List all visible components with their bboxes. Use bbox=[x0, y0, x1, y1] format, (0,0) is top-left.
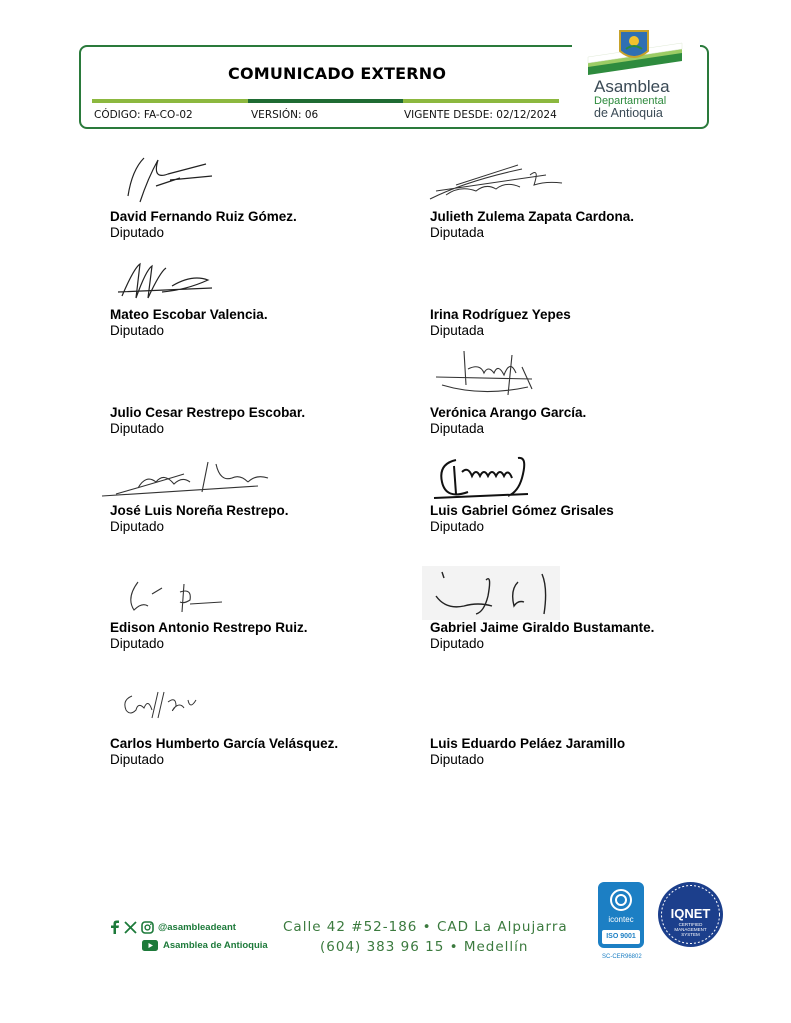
signature-image bbox=[118, 686, 202, 722]
signatory-role: Diputada bbox=[430, 421, 485, 436]
signatory-block bbox=[430, 209, 634, 241]
document-valid-from: VIGENTE DESDE: 02/12/2024 bbox=[404, 109, 557, 121]
signatory-role: Diputada bbox=[430, 323, 485, 338]
youtube-row bbox=[142, 940, 268, 951]
icontec-badge bbox=[598, 882, 644, 948]
facebook-icon[interactable] bbox=[110, 920, 120, 934]
logo-text-departamental: Departamental bbox=[594, 95, 667, 107]
signatory-role: Diputada bbox=[430, 225, 485, 240]
signatory-block bbox=[430, 405, 586, 437]
signature-image bbox=[426, 155, 576, 210]
signature-image bbox=[432, 345, 542, 403]
signatory-name: Mateo Escobar Valencia. bbox=[110, 307, 268, 322]
iqnet-badge bbox=[658, 882, 723, 947]
icontec-logo-icon bbox=[600, 886, 642, 914]
signatory-name: José Luis Noreña Restrepo. bbox=[110, 503, 289, 518]
signatory-role: Diputado bbox=[430, 636, 485, 651]
document-code: CÓDIGO: FA-CO-02 bbox=[94, 109, 193, 121]
icontec-brand: icontec bbox=[608, 915, 634, 924]
signatory-name: David Fernando Ruiz Gómez. bbox=[110, 209, 297, 224]
signature-image bbox=[112, 258, 222, 306]
header-bar-segment bbox=[403, 99, 559, 103]
signatory-role: Diputado bbox=[110, 323, 165, 338]
signatory-name: Gabriel Jaime Giraldo Bustamante. bbox=[430, 620, 655, 635]
signatory-name: Julio Cesar Restrepo Escobar. bbox=[110, 405, 306, 420]
iqnet-subtitle: CERTIFIED MANAGEMENT SYSTEM bbox=[674, 922, 707, 937]
logo-text-antioquia: de Antioquia bbox=[594, 106, 663, 120]
signatory-role: Diputado bbox=[110, 519, 165, 534]
signatory-role: Diputado bbox=[110, 421, 165, 436]
signatory-role: Diputado bbox=[110, 752, 165, 767]
logo-text-asamblea: Asamblea bbox=[594, 77, 670, 96]
icontec-code: SC-CER96802 bbox=[602, 954, 642, 960]
signature-image bbox=[428, 452, 540, 504]
signatory-block bbox=[110, 209, 297, 241]
footer-phone-city: (604) 383 96 15 • Medellín bbox=[320, 939, 529, 955]
youtube-channel[interactable]: Asamblea de Antioquia bbox=[163, 940, 268, 951]
header-bar-segment bbox=[92, 99, 248, 103]
signatory-name: Luis Eduardo Peláez Jaramillo bbox=[430, 736, 626, 751]
signatory-name: Luis Gabriel Gómez Grisales bbox=[430, 503, 614, 518]
signatory-block bbox=[110, 307, 268, 339]
signatory-role: Diputado bbox=[110, 225, 165, 240]
signature-image bbox=[110, 150, 220, 210]
social-handle[interactable]: @asambleadeant bbox=[158, 921, 236, 933]
iqnet-brand: IQNET bbox=[670, 906, 711, 921]
signature-image bbox=[422, 566, 560, 620]
instagram-icon[interactable] bbox=[141, 921, 154, 934]
signature-image bbox=[118, 572, 230, 618]
icontec-standard: ISO 9001 bbox=[602, 930, 640, 944]
signatory-block bbox=[110, 405, 305, 437]
signatory-name: Verónica Arango García. bbox=[430, 405, 587, 420]
signatory-role: Diputado bbox=[430, 519, 485, 534]
signatory-block bbox=[110, 736, 338, 768]
signatory-block bbox=[430, 620, 654, 652]
signatory-role: Diputado bbox=[430, 752, 485, 767]
signatory-name: Julieth Zulema Zapata Cardona. bbox=[430, 209, 635, 224]
signatory-name: Irina Rodríguez Yepes bbox=[430, 307, 571, 322]
signatory-name: Carlos Humberto García Velásquez. bbox=[110, 736, 339, 751]
signature-image bbox=[98, 452, 278, 500]
signatory-block bbox=[430, 307, 571, 339]
header-bar-segment bbox=[248, 99, 403, 103]
signatory-name: Edison Antonio Restrepo Ruiz. bbox=[110, 620, 308, 635]
footer-address: Calle 42 #52-186 • CAD La Alpujarra bbox=[283, 919, 568, 935]
document-title: COMUNICADO EXTERNO bbox=[228, 64, 447, 83]
social-row bbox=[110, 920, 236, 934]
document-version: VERSIÓN: 06 bbox=[251, 109, 319, 121]
signatory-block bbox=[110, 503, 289, 535]
youtube-icon[interactable] bbox=[142, 940, 158, 951]
signatory-block bbox=[110, 620, 308, 652]
signatory-block bbox=[430, 736, 625, 768]
signatory-block bbox=[430, 503, 614, 535]
x-icon[interactable] bbox=[124, 921, 137, 934]
signatory-role: Diputado bbox=[110, 636, 165, 651]
